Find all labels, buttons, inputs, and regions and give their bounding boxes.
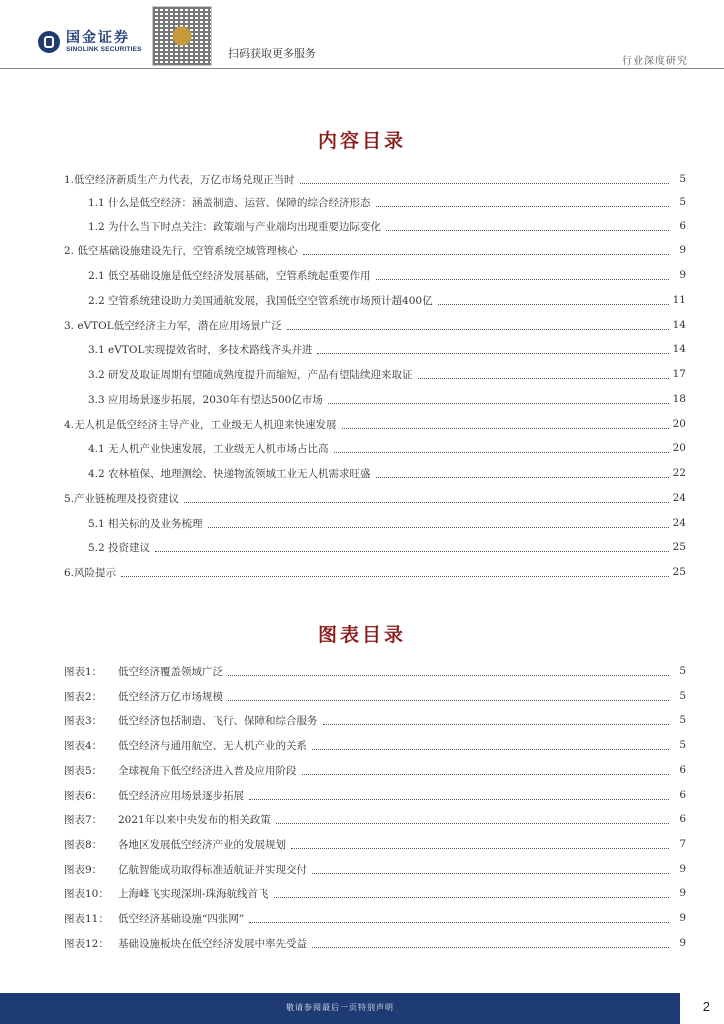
toc-leader-dots [208, 527, 669, 528]
figure-leader-dots [312, 749, 669, 750]
toc-entry-page: 22 [672, 467, 686, 479]
figure-entry-page: 9 [679, 937, 686, 949]
figure-entry[interactable] [0, 734, 724, 756]
toc-entry-text: 5.1 相关标的及业务梳理 [88, 517, 203, 530]
figure-entry-label: 图表3： [64, 714, 103, 727]
toc-entry-page: 18 [672, 393, 686, 405]
toc-entry-page: 20 [672, 442, 686, 454]
figure-leader-dots [302, 774, 670, 775]
figure-entry-page: 5 [679, 665, 686, 677]
figure-entry[interactable] [0, 808, 724, 830]
report-category: 行业深度研究 [622, 56, 688, 67]
figure-leader-dots [323, 724, 670, 725]
figure-entry-page: 9 [679, 863, 686, 875]
toc-entry-text: 2.1 低空基础设施是低空经济发展基础，空管系统起重要作用 [88, 269, 371, 282]
figure-entry-text: 低空经济覆盖领域广泛 [118, 665, 223, 678]
toc-leader-dots [184, 502, 669, 503]
toc-entry[interactable] [0, 561, 724, 583]
toc-entry-text: 4.无人机是低空经济主导产业，工业级无人机迎来快速发展 [64, 418, 337, 431]
toc-entry[interactable] [0, 536, 724, 558]
toc-entry[interactable] [0, 215, 724, 237]
toc-entry-text: 5.2 投资建议 [88, 541, 151, 554]
page-footer [0, 993, 724, 1024]
figure-entry[interactable] [0, 907, 724, 929]
toc-entry-page: 14 [672, 319, 686, 331]
logo-en-text: SINOLINK SECURITIES [66, 46, 142, 53]
figure-entry-text: 2021年以来中央发布的相关政策 [118, 813, 271, 826]
toc-leader-dots [155, 551, 669, 552]
figure-entry-label: 图表11： [64, 912, 109, 925]
toc-leader-dots [376, 279, 669, 280]
figure-entry-text: 全球视角下低空经济进入普及应用阶段 [118, 764, 297, 777]
toc-leader-dots [438, 304, 669, 305]
toc-leader-dots [328, 403, 669, 404]
figure-entry-page: 5 [679, 690, 686, 702]
toc-entry[interactable] [0, 363, 724, 385]
qr-tagline: 扫码获取更多服务 [228, 47, 316, 60]
figure-leader-dots [276, 823, 669, 824]
toc-leader-dots [303, 254, 669, 255]
figure-entry-text: 各地区发展低空经济产业的发展规划 [118, 838, 286, 851]
toc-entry-text: 3.3 应用场景逐步拓展，2030年有望达500亿市场 [88, 393, 323, 406]
toc-entry[interactable] [0, 239, 724, 261]
logo-cn-text: 国金证券 [66, 30, 130, 46]
figure-entry[interactable] [0, 660, 724, 682]
toc-entry-page: 14 [672, 343, 686, 355]
toc-entry-page: 6 [679, 220, 686, 232]
toc-entry-text: 1.2 为什么当下时点关注：政策端与产业端均出现重要边际变化 [88, 220, 382, 233]
toc-entry-text: 4.1 无人机产业快速发展，工业级无人机市场占比高 [88, 442, 329, 455]
toc-entry-text: 2. 低空基础设施建设先行，空管系统空域管理核心 [64, 244, 298, 257]
toc-entry-page: 20 [672, 418, 686, 430]
toc-entry-page: 9 [679, 244, 686, 256]
page-number: 2 [702, 999, 710, 1014]
toc-leader-dots [342, 428, 669, 429]
figure-entry-label: 图表2： [64, 690, 103, 703]
toc-leader-dots [418, 378, 669, 379]
toc-entry[interactable] [0, 462, 724, 484]
sinolink-logo [38, 30, 142, 53]
figure-leader-dots [249, 799, 669, 800]
toc-leader-dots [121, 576, 669, 577]
figure-entry-page: 5 [679, 739, 686, 751]
figure-entry-text: 低空经济与通用航空、无人机产业的关系 [118, 739, 307, 752]
toc-entry-text: 3.2 研发及取证周期有望随成熟度提升而缩短，产品有望陆续迎来取证 [88, 368, 413, 381]
footer-disclaimer: 敬请参阅最后一页特别声明 [286, 1003, 394, 1012]
figure-entry[interactable] [0, 858, 724, 880]
toc-entry-page: 17 [672, 368, 686, 380]
toc-entry[interactable] [0, 388, 724, 410]
toc-leader-dots [300, 183, 669, 184]
toc-leader-dots [334, 452, 669, 453]
toc-entry-page: 24 [672, 517, 686, 529]
figure-entry-label: 图表6： [64, 789, 103, 802]
figure-entry[interactable] [0, 759, 724, 781]
figure-entry-text: 基础设施板块在低空经济发展中率先受益 [118, 937, 307, 950]
toc-entry[interactable] [0, 413, 724, 435]
toc-entry-text: 2.2 空管系统建设助力美国通航发展，我国低空空管系统市场预计超400亿 [88, 294, 433, 307]
figure-entry-text: 亿航智能成功取得标准适航证并实现交付 [118, 863, 307, 876]
toc-entry-page: 11 [672, 294, 686, 306]
toc-entry-text: 3. eVTOL低空经济主力军，潜在应用场景广泛 [64, 319, 282, 332]
figure-entry-page: 9 [679, 887, 686, 899]
figure-leader-dots [291, 848, 669, 849]
figure-entry[interactable] [0, 784, 724, 806]
figure-leader-dots [312, 947, 669, 948]
figure-leader-dots [312, 873, 669, 874]
toc-entry[interactable] [0, 487, 724, 509]
figure-entry-text: 低空经济应用场景逐步拓展 [118, 789, 244, 802]
toc-entry-page: 24 [672, 492, 686, 504]
figure-leader-dots [228, 700, 669, 701]
page-header [0, 0, 724, 70]
figure-entry-text: 低空经济包括制造、飞行、保障和综合服务 [118, 714, 318, 727]
figure-entry-page: 5 [679, 714, 686, 726]
figure-entry-text: 上海峰飞实现深圳-珠海航线首飞 [118, 887, 269, 900]
figure-entry-text: 低空经济万亿市场规模 [118, 690, 223, 703]
figure-entry-page: 9 [679, 912, 686, 924]
figure-entry-page: 6 [679, 813, 686, 825]
toc-entry[interactable] [0, 512, 724, 534]
figure-entry-label: 图表12： [64, 937, 109, 950]
toc-entry-text: 1.1 什么是低空经济：涵盖制造、运营、保障的综合经济形态 [88, 196, 371, 209]
toc-leader-dots [317, 353, 669, 354]
figure-entry-label: 图表10： [64, 887, 109, 900]
figure-entry[interactable] [0, 709, 724, 731]
figure-entry-label: 图表4： [64, 739, 103, 752]
toc-entry[interactable] [0, 168, 724, 190]
toc-entry-text: 3.1 eVTOL实现提效省时，多技术路线齐头并进 [88, 343, 313, 356]
figure-entry-label: 图表8： [64, 838, 103, 851]
sinolink-logo-icon [38, 31, 60, 53]
figure-entry-label: 图表1： [64, 665, 103, 678]
toc-title: 内容目录 [317, 130, 406, 152]
figure-entry[interactable] [0, 882, 724, 904]
toc-entry-text: 1.低空经济新质生产力代表，万亿市场兑现正当时 [64, 173, 295, 186]
figure-entry[interactable] [0, 833, 724, 855]
toc-entry-page: 5 [679, 173, 686, 185]
toc-entry-text: 4.2 农林植保、地理测绘、快递物流领域工业无人机需求旺盛 [88, 467, 371, 480]
figure-leader-dots [249, 922, 669, 923]
toc-entry-text: 6.风险提示 [64, 566, 117, 579]
qr-code-icon[interactable] [152, 6, 212, 66]
figure-entry-text: 低空经济基础设施“四张网” [118, 912, 245, 925]
figure-entry-label: 图表5： [64, 764, 103, 777]
toc-leader-dots [376, 206, 669, 207]
figure-entry[interactable] [0, 685, 724, 707]
header-divider [0, 68, 724, 69]
toc-leader-dots [386, 230, 669, 231]
toc-entry[interactable] [0, 437, 724, 459]
toc-entry[interactable] [0, 314, 724, 336]
figure-entry-page: 6 [679, 789, 686, 801]
toc-entry-text: 5.产业链梳理及投资建议 [64, 492, 180, 505]
figure-leader-dots [228, 675, 669, 676]
toc-leader-dots [287, 329, 669, 330]
figure-entry-page: 6 [679, 764, 686, 776]
figure-entry-label: 图表9： [64, 863, 103, 876]
figure-entry-page: 7 [679, 838, 686, 850]
toc-entry[interactable] [0, 191, 724, 213]
figures-title: 图表目录 [317, 624, 406, 646]
figure-leader-dots [274, 897, 669, 898]
toc-entry-page: 9 [679, 269, 686, 281]
figure-entry-label: 图表7： [64, 813, 103, 826]
toc-entry[interactable] [0, 338, 724, 360]
toc-entry[interactable] [0, 289, 724, 311]
toc-leader-dots [376, 477, 669, 478]
toc-entry-page: 25 [672, 566, 686, 578]
figure-entry[interactable] [0, 932, 724, 954]
toc-entry-page: 25 [672, 541, 686, 553]
toc-entry[interactable] [0, 264, 724, 286]
toc-entry-page: 5 [679, 196, 686, 208]
